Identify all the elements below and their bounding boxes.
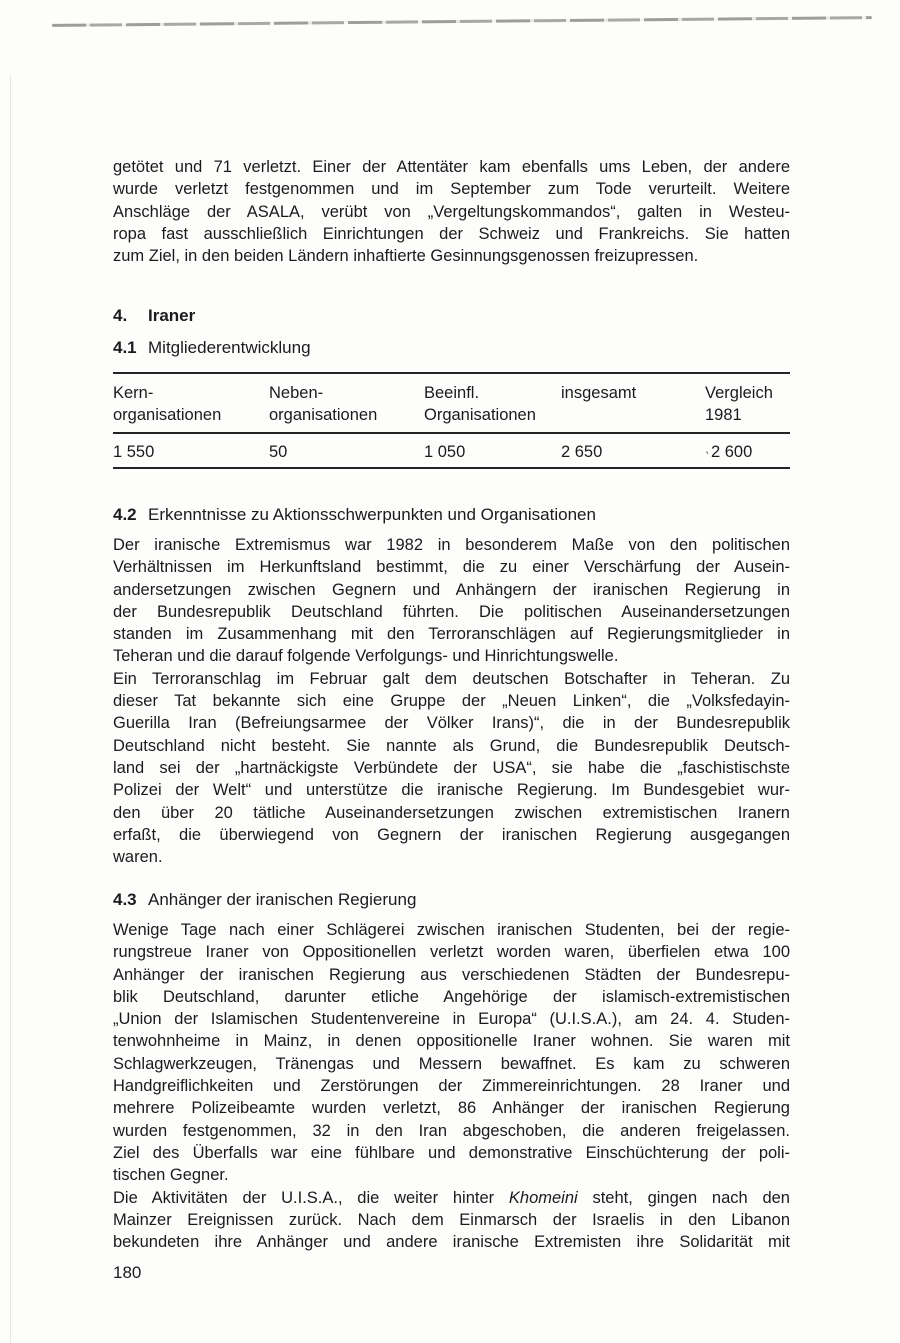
text-line: rungstreue Iraner von Oppositionellen verletzt worden waren, überfielen etwa 100: [113, 943, 790, 962]
text-line: Der iranische Extremismus war 1982 in besonderem Maße von den politischen: [113, 536, 790, 554]
section-number: 4.: [113, 306, 128, 325]
table-cell-value: 2 600: [710, 443, 753, 461]
header-line: organisationen: [269, 405, 378, 424]
table-header-row: [113, 383, 790, 426]
section-heading-4: [113, 305, 195, 326]
header-line: Kern-: [113, 384, 154, 402]
text-line: Teheran und die darauf folgende Verfolgungs- und Hinrichtungswelle.: [113, 647, 619, 666]
header-line: insgesamt: [561, 384, 637, 402]
table-data-row: [113, 442, 790, 463]
intro-paragraph: [113, 156, 790, 267]
section-title: Anhänger der iranischen Regierung: [148, 890, 417, 909]
text-line: getötet und 71 verletzt. Einer der Attentäter kam ebenfalls ums Leben, der andere: [113, 158, 790, 176]
section-number: 4.1: [113, 338, 137, 357]
section-heading-4-1: [113, 337, 311, 358]
text-line: Schlagwerkzeugen, Tränengas und Messern bewaffnet. Es kam zu schweren: [113, 1054, 790, 1073]
scan-artifact-dashed-line: [52, 16, 872, 27]
table-cell: [705, 442, 790, 463]
table-header-cell: [424, 383, 561, 426]
text-line: Ziel des Überfalls war eine fühlbare und demonstrative Einschüchterung der poli-: [113, 1143, 790, 1162]
scan-tick-mark: ‵: [704, 448, 710, 465]
table-cell: 1 550: [113, 443, 155, 461]
text-line: den über 20 tätliche Auseinandersetzungen zwischen extremistischen Iranern: [113, 803, 790, 822]
section-number: 4.3: [113, 890, 137, 909]
text-line: mehrere Polizeibeamte wurden verletzt, 86 Anhänger der iranischen Regierung: [113, 1099, 790, 1118]
section-title: Mitgliederentwicklung: [148, 338, 311, 357]
text-line: Die Aktivitäten der U.I.S.A., die weiter hinter Khomeini steht, gingen nach den: [113, 1188, 790, 1207]
text-line: der Bundesrepublik Deutschland führten. Die politischen Auseinandersetzungen: [113, 602, 790, 621]
text-line: Handgreiflichkeiten und Zerstörungen der Zimmereinrichtungen. 28 Iraner und: [113, 1077, 790, 1096]
text-line: land sei der „hartnäckigste Verbündete der USA“, sie habe die „faschistischste: [113, 758, 790, 777]
text-line: wurde verletzt festgenommen und im September zum Tode verurteilt. Weitere: [113, 180, 790, 199]
text-line: Wenige Tage nach einer Schlägerei zwischen iranischen Studenten, bei der regie-: [113, 921, 790, 939]
table-cell: 50: [269, 443, 288, 461]
text-line: wurden festgenommen, 32 in den Iran abgeschoben, die anderen freigelassen.: [113, 1121, 790, 1140]
text-line: erfaßt, die überwiegend von Gegnern der iranischen Regierung ausgegangen: [113, 825, 790, 844]
section-number: 4.2: [113, 505, 137, 524]
page-number: 180: [113, 1263, 142, 1282]
table-header-cell: [113, 383, 269, 426]
section-4-3-body: [113, 919, 790, 1253]
section-title: Erkenntnisse zu Aktionsschwerpunkten und Organisationen: [148, 505, 596, 524]
text-line: ropa fast ausschließlich Einrichtungen der Schweiz und Frankreichs. Sie hatten: [113, 224, 790, 243]
text-line: Verhältnissen im Herkunftsland bestimmt, die zu einer Verschärfung der Ausein-: [113, 558, 790, 577]
text-line: tischen Gegner.: [113, 1166, 229, 1185]
membership-table: [113, 372, 790, 470]
table-cell: 1 050: [424, 443, 466, 461]
table-rule-top: [113, 372, 790, 374]
header-line: organisationen: [113, 405, 222, 424]
section-heading-4-3: [113, 889, 416, 910]
table-cell: 2 650: [561, 443, 603, 461]
table-header-cell: [705, 383, 790, 426]
table-rule-bottom: [113, 467, 790, 469]
text-line: standen im Zusammenhang mit den Terroranschlägen auf Regierungsmitglieder in: [113, 625, 790, 644]
table-rule-middle: [113, 432, 790, 434]
text-line: Mainzer Ereignissen zurück. Nach dem Einmarsch der Israelis in den Libanon: [113, 1210, 790, 1229]
table-header-cell: [561, 383, 705, 426]
text-line: „Union der Islamischen Studentenvereine in Europa“ (U.I.S.A.), am 24. 4. Studen-: [113, 1010, 790, 1029]
text-line: Ein Terroranschlag im Februar galt dem deutschen Botschafter in Teheran. Zu: [113, 669, 790, 688]
scan-artifact-edge-line: [10, 75, 11, 1343]
text-line: bekundeten ihre Anhänger und andere iranische Extremisten ihre Solidarität mit: [113, 1233, 790, 1252]
section-heading-4-2: [113, 504, 596, 525]
header-line: Organisationen: [424, 405, 536, 424]
text-line: Guerilla Iran (Befreiungsarmee der Völker Irans)“, die in der Bundesrepublik: [113, 714, 790, 733]
text-line: tenwohnheime in Mainz, in denen oppositionelle Iraner wohnen. Sie waren mit: [113, 1032, 790, 1051]
header-line: 1981: [705, 405, 742, 424]
table-header-cell: [269, 383, 424, 426]
text-line: zum Ziel, in den beiden Ländern inhaftierte Gesinnungsgenossen freizupressen.: [113, 247, 699, 266]
section-4-2-body: [113, 534, 790, 868]
text-line: Anhänger der iranischen Regierung aus verschiedenen Städten der Bundesrepu-: [113, 965, 790, 984]
text-line: Polizei der Welt“ und unterstütze die iranische Regierung. Im Bundesgebiet wur-: [113, 781, 790, 800]
header-line: Neben-: [269, 384, 324, 402]
text-line: Anschläge der ASALA, verübt von „Vergeltungskommandos“, galten in Westeu-: [113, 202, 790, 221]
text-line: waren.: [113, 848, 163, 867]
text-line: blik Deutschland, darunter etliche Angehörige der islamisch-extremistischen: [113, 987, 790, 1006]
text-line: andersetzungen zwischen Gegnern und Anhängern der iranischen Regierung in: [113, 580, 790, 599]
text-line: Deutschland nicht besteht. Sie nannte als Grund, die Bundesrepublik Deutsch-: [113, 736, 790, 755]
header-line: Vergleich: [705, 384, 773, 402]
text-line: dieser Tat bekannte sich eine Gruppe der „Neuen Linken“, die „Volksfedayin-: [113, 692, 790, 711]
section-title: Iraner: [148, 306, 196, 325]
header-line: Beeinfl.: [424, 384, 480, 402]
